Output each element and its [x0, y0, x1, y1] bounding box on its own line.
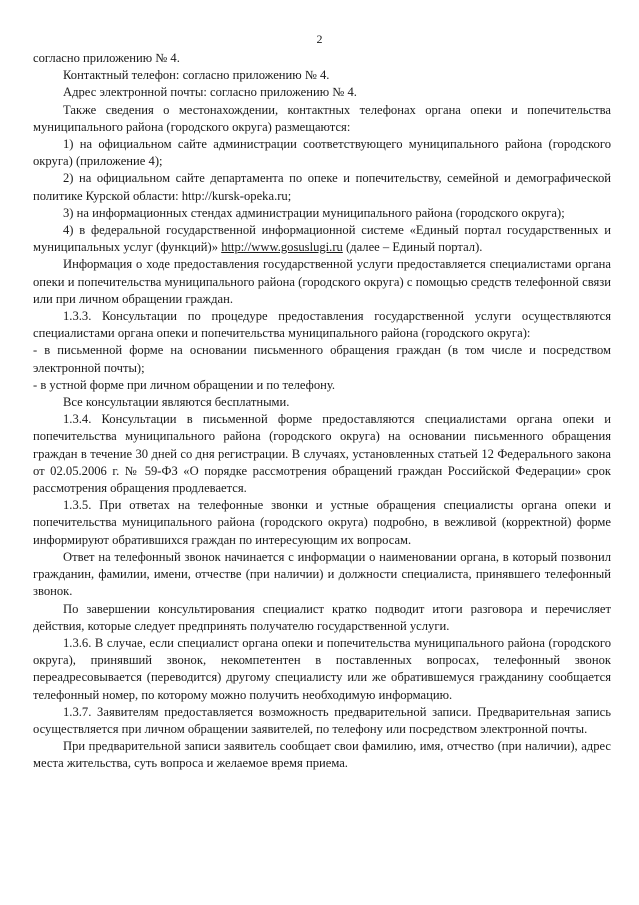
paragraph-1-3-7: 1.3.7. Заявителям предоставляется возможность предварительной записи. Предварительная запись осуществляется при личном обращении заявителей, по телефону или посредством электронной почты.	[33, 704, 611, 736]
paragraph-progress-info: Информация о ходе предоставления государственной услуги предоставляется специалистами органа опеки и попечительства муниципального района (городского округа) с помощью средств телефонной связи или при личном обращении граждан.	[33, 257, 611, 306]
paragraph-1-3-3: 1.3.3. Консультации по процедуре предоставления государственной услуги осуществляются специалистами органа опеки и попечительства муниципального района (городского округа):	[33, 309, 611, 341]
page-number: 2	[316, 32, 323, 46]
list-item-4	[33, 222, 611, 256]
list-item-oral: - в устной форме при личном обращении и по телефону.	[33, 377, 336, 392]
list-item-4-text-before: 4) в федеральной государственной информационной системе «Единый портал государственных и муниципальных услуг (функций)»	[33, 223, 611, 255]
list-item-4-text-after: (далее – Единый портал).	[342, 240, 483, 255]
paragraph-email: Адрес электронной почты: согласно приложению № 4.	[63, 85, 357, 100]
gosuslugi-link[interactable]: http://www.gosuslugi.ru	[221, 240, 343, 255]
paragraph-1-3-4: 1.3.4. Консультации в письменной форме предоставляются специалистами органа опеки и попечительства муниципального района (городского округа) на основании письменного обращения граждан в течение 30 дней со дня регистрации. В случаях, установленных статьей 12 Федерального закона от 02.05.2006 г. № 59-ФЗ «О порядке рассмотрения обращений граждан Российской Федерации» срок рассмотрения обращения продлевается.	[33, 412, 611, 496]
list-item-2: 2) на официальном сайте департамента по опеке и попечительству, семейной и демографической политике Курской области: http://kursk-opeka.ru;	[33, 171, 611, 203]
paragraph-phone-answer: Ответ на телефонный звонок начинается с информации о наименовании органа, в который позвонил гражданин, фамилии, имени, отчестве (при наличии) и должности специалиста, принявшего телефонный звонок.	[33, 549, 611, 599]
list-item-3: 3) на информационных стендах администрации муниципального района (городского округа);	[63, 205, 565, 220]
list-item-1: 1) на официальном сайте администрации соответствующего муниципального района (городского округа) (приложение 4);	[33, 137, 611, 169]
paragraph-contact-phone: Контактный телефон: согласно приложению № 4.	[63, 68, 330, 83]
paragraph-1-3-6: 1.3.6. В случае, если специалист органа опеки и попечительства муниципального района (городского округа), принявший звонок, некомпетентен в поставленных вопросах, телефонный звонок переадресовывается (переводится) другому специалисту или же обратившемуся гражданину сообщается телефонный номер, по которому можно получить необходимую информацию.	[33, 635, 611, 702]
paragraph-continuation: согласно приложению № 4.	[33, 51, 180, 65]
paragraph-1-3-5: 1.3.5. При ответах на телефонные звонки и устные обращения специалисты органа опеки и попечительства муниципального района (городского округа) подробно, в вежливой (корректной) форме информируют обратившихся граждан по интересующим их вопросам.	[33, 498, 611, 547]
paragraph-info-placement: Также сведения о местонахождении, контактных телефонах органа опеки и попечительства муниципального района (городского округа) размещаются:	[33, 102, 611, 134]
list-item-written: - в письменной форме на основании письменного обращения граждан (в том числе и посредством электронной почты);	[33, 343, 611, 375]
paragraph-consultation-end: По завершении консультирования специалист кратко подводит итоги разговора и перечисляет действия, которые следует предпринять получателю государственной услуги.	[33, 601, 611, 633]
document-body	[33, 50, 611, 773]
paragraph-free-consultations: Все консультации являются бесплатными.	[63, 395, 290, 410]
paragraph-pre-registration: При предварительной записи заявитель сообщает свои фамилию, имя, отчество (при наличии), адрес места жительства, суть вопроса и желаемое время приема.	[33, 739, 611, 771]
